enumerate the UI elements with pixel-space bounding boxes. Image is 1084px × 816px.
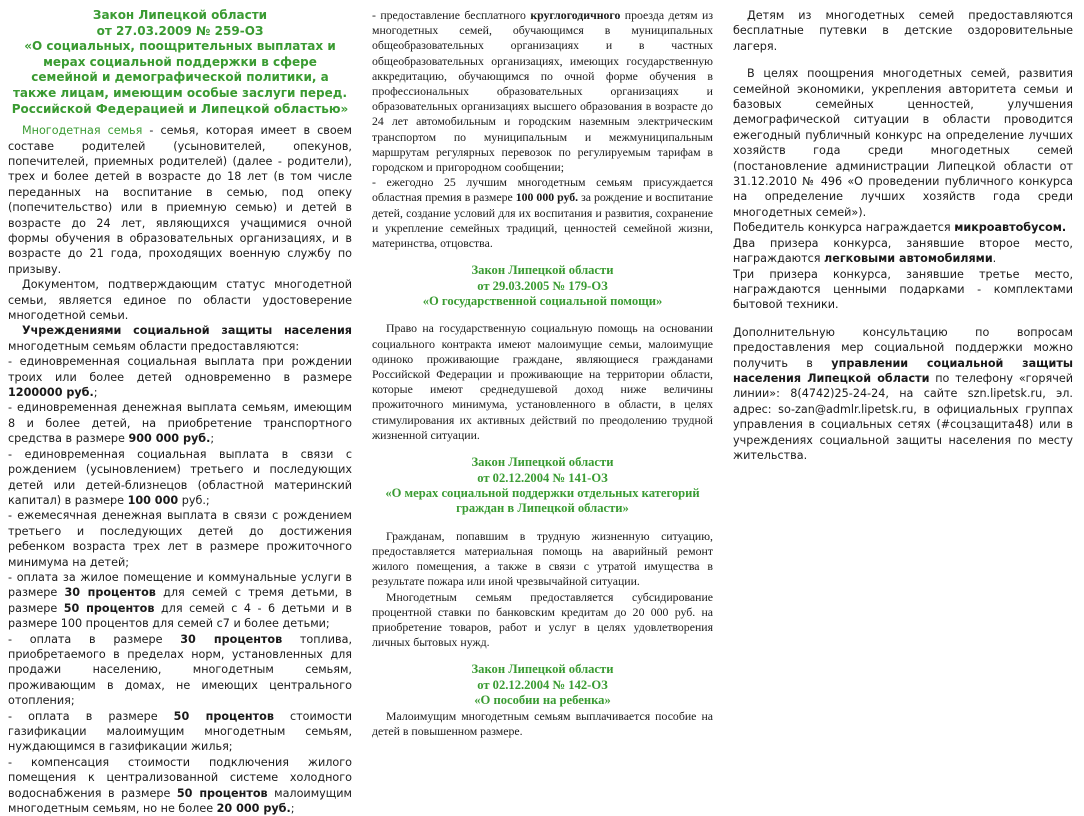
list-item: - оплата в размере 30 процентов топлива, приобретаемого в пределах норм, установленных для продажи населению, многодетным семьям, проживающим в домах, не имеющих центрального отопления; bbox=[8, 632, 353, 708]
contest-paragraph: В целях поощрения многодетных семей, развития семейной экономики, укрепления авторитета семьи и базовых семейных ценностей, улучшения демографической ситуации в области проводится ежегодный публичный конкурс на определение лучших хозяйств года среди многодетных семей (постановление администрации Липецкой области от 31.12.2010 № 496 «О проведении публичного конкурса на определение лучших хозяйств года среди многодетных семей»). bbox=[733, 67, 1073, 219]
definition-term: Многодетная семья bbox=[22, 124, 143, 138]
list-item: - оплата за жилое помещение и коммунальные услуги в размере 30 процентов для семей с тремя детьми, в размере 50 процентов для семей с 4 - 6 детьми и в размере 100 процентов для семей с7 и более детьми; bbox=[8, 570, 352, 631]
left-column bbox=[8, 8, 352, 816]
winner-paragraph: Победитель конкурса награждается микроавтобусом. bbox=[733, 221, 1067, 235]
third-place-paragraph: Три призера конкурса, занявшие третье место, награждаются ценными подарками - комплектами бытовой техники. bbox=[733, 267, 1073, 312]
law-title-141: Закон Липецкой области от 02.12.2004 № 141-ОЗ «О мерах социальной поддержки отдельных категорий граждан в Липецкой области» bbox=[385, 455, 700, 516]
right-column bbox=[733, 8, 1073, 463]
list-item: - ежемесячная денежная выплата в связи с рождением третьего и последующих детей до достижения ребенком возраста трех лет в размере прожиточного минимума на детей; bbox=[8, 509, 352, 569]
consultation-paragraph: Дополнительную консультацию по вопросам предоставления мер социальной поддержки можно получить в управлении социальной защиты населения Липецкой области по телефону «горячей линии»: 8(4742)25-24-24, на сайте szn.lipetsk.ru, эл. адрес: so-zan@admlr.lipetsk.ru, в официальных группах управления в социальных сетях (#соцзащита48) или в учреждениях социальной защиты населения по месту жительства. bbox=[733, 325, 1073, 462]
law-title-259: Закон Липецкой области от 27.03.2009 № 259-ОЗ «О социальных, поощрительных выплатах и мерах социальной поддержки в сфере семейной и демографической политики, а также лицам, имеющим особые заслуги перед. Российской Федерацией и Липецкой областью» bbox=[11, 8, 349, 116]
middle-column bbox=[372, 8, 713, 739]
free-transport-paragraph: - предоставление бесплатного круглогодичного проезда детям из многодетных семей, обучающимся в муниципальных общеобразовательных организациях и в частных общеобразовательных организациях, имеющих государственную аккредитацию, обучающимся по очной форме обучения в профессиональных образовательных организациях и образовательных организациях высшего образования в возрасте до 24 лет автомобильным и городским наземным электрическим транспортом по муниципальным и межмуниципальным маршрутам регулярных перевозок по регулируемым тарифам в городском и пригородном сообщении; bbox=[372, 8, 713, 175]
law-179-text: Право на государственную социальную помощь на основании социального контракта имеют малоимущие семьи, малоимущие одиноко проживающие граждане, являющиеся гражданами Российской Федерации и проживающие на территории области, которые имеют среднедушевой доход ниже величины прожиточного минимума, установленного в области, в целях стимулирования их активных действий по преодолению трудной жизненной ситуации. bbox=[372, 321, 713, 442]
list-item: - единовременная денежная выплата семьям, имеющим 8 и более детей, на приобретение транспортного средства в размере 900 000 руб.; bbox=[8, 401, 352, 446]
annual-premium-paragraph: - ежегодно 25 лучшим многодетным семьям присуждается областная премия в размере 100 000 руб. за рождение и воспитание детей, создание условий для их воспитания и развития, сохранение и укрепление семейных традиций, ценностей семейной жизни, материнства, отцовства. bbox=[372, 175, 713, 251]
list-item: - оплата в размере 50 процентов стоимости газификации малоимущим многодетным семьям, нуждающимся в газификации жилья; bbox=[8, 709, 352, 754]
law-141-text-1: Гражданам, попавшим в трудную жизненную ситуацию, предоставляется материальная помощь на аварийный ремонт жилого помещения, а также в связи с утратой имущества в результате пожара или иной чрезвычайной ситуации. bbox=[372, 528, 713, 589]
definition-paragraph: Многодетная семья - семья, которая имеет в своем составе родителей (усыновителей, опекунов, попечителей, приемных родителей) (далее - родители), трех и более детей в возрасте до 18 лет (в том числе переданных на воспитание в семью, под опеку (попечительство) или в приемную семью) и детей в возрасте до 24 лет, являющихся учащимися очной формы обучения в образовательных организациях, и в возрасте до 21 года, проходящих военную службу по призыву. bbox=[8, 124, 352, 276]
law-142-text: Малоимущим многодетным семьям выплачивается пособие на детей в повышенном размере. bbox=[372, 708, 713, 738]
summer-camp-paragraph: Детям из многодетных семей предоставляются бесплатные путевки в детские оздоровительные лагеря. bbox=[733, 9, 1073, 53]
second-place-paragraph: Два призера конкурса, занявшие второе место, награждаются легковыми автомобилями. bbox=[733, 236, 1073, 266]
law-title-179: Закон Липецкой области от 29.03.2005 № 179-ОЗ «О государственной социальной помощи» bbox=[422, 263, 663, 309]
institutions-intro: Учреждениями социальной защиты населения многодетным семьям области предоставляются: bbox=[8, 324, 352, 353]
list-item: - компенсация стоимости подключения жилого помещения к централизованной системе холодного водоснабжения в размере 50 процентов малоимущим многодетным семьям, но не более 20 000 руб.; bbox=[8, 755, 352, 816]
law-141-text-2: Многодетным семьям предоставляется субсидирование процентной ставки по банковским кредитам до 20 000 руб. на приобретение товаров, работ и услуг в целях удовлетворения личных бытовых нужд. bbox=[372, 589, 713, 650]
list-item: - единовременная социальная выплата в связи с рождением (усыновлением) третьего и последующих детей или детей-близнецов (областной материнский капитал) в размере 100 000 руб.; bbox=[8, 447, 352, 507]
document-paragraph: Документом, подтверждающим статус многодетной семьи, является единое по области удостоверение многодетной семьи. bbox=[8, 278, 352, 323]
law-title-142: Закон Липецкой области от 02.12.2004 № 142-ОЗ «О пособии на ребенка» bbox=[471, 662, 614, 708]
list-item: - единовременная социальная выплата при рождении троих или более детей одновременно в размере 1200000 руб.; bbox=[8, 355, 352, 400]
